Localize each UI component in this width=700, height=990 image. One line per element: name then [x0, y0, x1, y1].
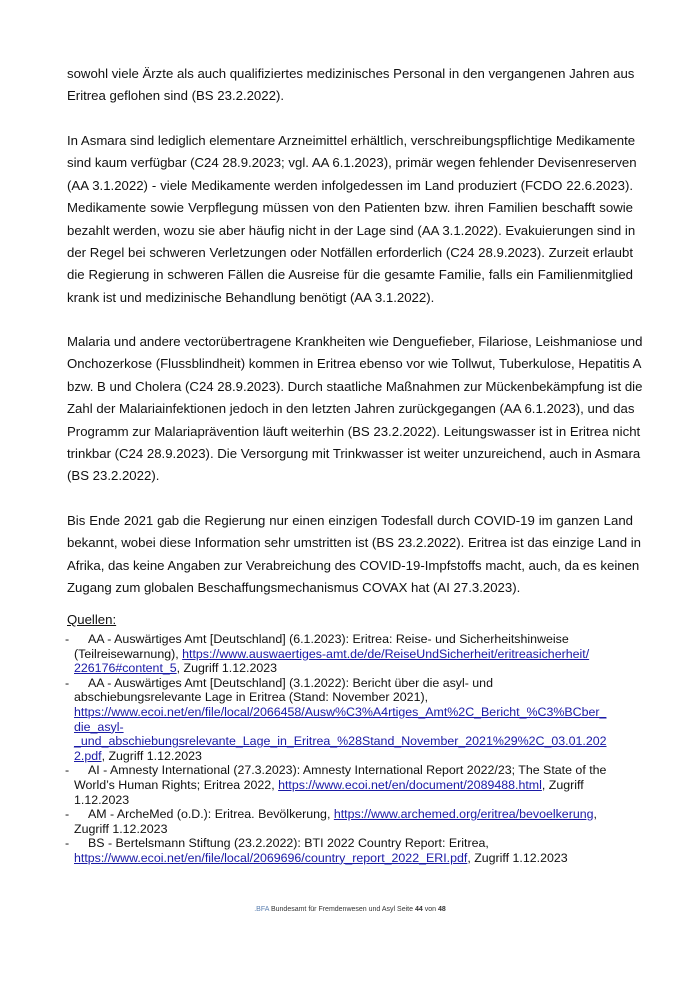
paragraph-line: (BS 23.2.2022). — [67, 468, 160, 484]
paragraph-line: trinkbar (C24 28.9.2023). Die Versorgung mit Trinkwasser ist weiter unzureichend, auch in Asmara — [67, 446, 641, 462]
source-link[interactable]: https://www.archemed.org/eritrea/bevoelkerung — [333, 807, 594, 822]
source-link[interactable]: https://www.ecoi.net/en/file/local/2069696/country_report_2022_ERI.pdf — [74, 850, 468, 865]
source-link[interactable]: 2.pdf — [74, 748, 102, 763]
paragraph-line: bezahlt werden, wozu sie aber häufig nicht in der Lage sind (AA 3.1.2022). Evakuierungen sind in — [67, 222, 636, 238]
sources-heading: Quellen: — [67, 612, 117, 627]
sources-list — [67, 632, 642, 866]
paragraph-line: (AA 3.1.2022) - viele Medikamente werden infolgedessen im Land produziert (FCDO 22.6.2023). — [67, 177, 633, 193]
paragraph-line: bekannt, wobei diese Information sehr umstritten ist (BS 23.2.2022). Eritrea ist das einzige Land in — [67, 535, 641, 551]
paragraph-line: der Regel bei schweren Verletzungen oder Notfällen erforderlich (C24 28.9.2023). Zurzeit erlaubt — [67, 245, 633, 261]
bfa-logo: .BFA — [254, 906, 270, 913]
paragraph-line: Medikamente sowie Verpflegung müssen von den Patienten bzw. ihren Familien beschafft sowie — [67, 200, 633, 216]
paragraph-line: Afrika, das keine Angaben zur Verabreichung des COVID-19-Impfstoffs macht, auch, da es keinen — [67, 557, 640, 573]
paragraph-line: krank ist und medizinische Behandlung benötigt (AA 3.1.2022). — [67, 289, 435, 305]
source-link[interactable]: die_asyl- — [74, 719, 124, 734]
source-item: - AM - ArcheMed (o.D.): Eritrea. Bevölkerung, https://www.archemed.org/eritrea/bevoelkerung, Zugriff 1.12.2023 — [65, 807, 597, 836]
source-link[interactable]: 226176#content_5 — [74, 661, 177, 676]
paragraph — [67, 130, 637, 309]
paragraph-line: Programm zur Malariaprävention läuft weiterhin (BS 23.2.2022). Leitungswasser ist in Eritrea nicht — [67, 423, 641, 439]
paragraph — [67, 510, 641, 600]
source-link[interactable]: https://www.ecoi.net/en/file/local/2066458/Ausw%C3%A4rtiges_Amt%2C_Bericht_%C3%BCber_ — [74, 704, 607, 719]
paragraph — [67, 63, 633, 108]
source-item: - AI - Amnesty International (27.3.2023): Amnesty International Report 2022/23; The State of the World’s Human Rights; Eritrea 2022, https://www.ecoi.net/en/document/2089488.html, Zugriff 1.12.2023 — [65, 763, 607, 807]
paragraph-line: Zugang zum globalen Beschaffungsmechanismus COVAX hat (AI 27.3.2023). — [67, 580, 521, 596]
paragraph-line: die Regierung in schweren Fällen die Ausreise für die gesamte Familie, falls ein Familienmitglied — [67, 267, 633, 283]
paragraph-line: bzw. B und Cholera (C24 28.9.2023). Durch staatliche Maßnahmen zur Mückenbekämpfung ist die — [67, 378, 643, 394]
page-number: 44 — [414, 906, 423, 913]
paragraph-line: sowohl viele Ärzte als auch qualifiziertes medizinisches Personal in den vergangenen Jahren aus — [67, 66, 635, 81]
paragraph-line: Zahl der Malariainfektionen jedoch in den letzten Jahren zurückgegangen (AA 6.1.2023), und das — [67, 401, 635, 417]
paragraph-line: Eritrea geflohen sind (BS 23.2.2022). — [67, 88, 284, 104]
paragraph — [67, 331, 643, 488]
source-link[interactable]: https://www.ecoi.net/en/document/2089488.html — [278, 777, 542, 792]
paragraph-line: Bis Ende 2021 gab die Regierung nur einen einzigen Todesfall durch COVID-19 im ganzen Land — [67, 513, 633, 528]
page-footer: .BFA Bundesamt für Fremdenwesen und Asyl Seite 44 von 48 — [254, 906, 446, 913]
paragraph-line: In Asmara sind lediglich elementare Arzneimittel erhältlich, verschreibungspflichtige Medikamente — [67, 133, 636, 148]
source-link[interactable]: _und_abschiebungsrelevante_Lage_in_Eritrea_%28Stand_November_2021%29%2C_03.01.202 — [74, 734, 607, 749]
source-item: - BS - Bertelsmann Stiftung (23.2.2022): BTI 2022 Country Report: Eritrea, https://www.ecoi.net/en/file/local/2069696/country_report_2022_ERI.pdf, Zugriff 1.12.2023 — [65, 836, 568, 865]
page-total: 48 — [437, 906, 446, 913]
source-item: - AA - Auswärtiges Amt [Deutschland] (3.1.2022): Bericht über die asyl- und abschiebungsrelevante Lage in Eritrea (Stand: November 2021), https://www.ecoi.net/en/file/local/2066458/Ausw%C3%A4rtiges_Amt%2C_Bericht_%C3%BCber_ die_asyl- _und_abschiebungsrelevante_Lage_in_Eritrea_%28Stand_November_2021%29%2C_03.01.202 2.pdf, Zugriff 1.12.2023 — [65, 675, 607, 763]
paragraph-line: sind kaum verfügbar (C24 28.9.2023; vgl. AA 6.1.2023), primär wegen fehlender Devisenreserven — [67, 155, 637, 171]
paragraph-line: Onchozerkose (Flussblindheit) kommen in Eritrea ebenso vor wie Tollwut, Tuberkulose, Hepatitis A — [67, 356, 642, 372]
paragraph-line: Malaria und andere vectorübertragene Krankheiten wie Denguefieber, Filariose, Leishmaniose und — [67, 334, 643, 349]
source-link[interactable]: https://www.auswaertiges-amt.de/de/ReiseUndSicherheit/eritreasicherheit/ — [182, 646, 590, 661]
source-item: - AA - Auswärtiges Amt [Deutschland] (6.1.2023): Eritrea: Reise- und Sicherheitshinweise (Teilreisewarnung), https://www.auswaertiges-amt.de/de/ReiseUndSicherheit/eritreasicherheit/ 226176#content_5, Zugriff 1.12.2023 — [65, 632, 590, 676]
